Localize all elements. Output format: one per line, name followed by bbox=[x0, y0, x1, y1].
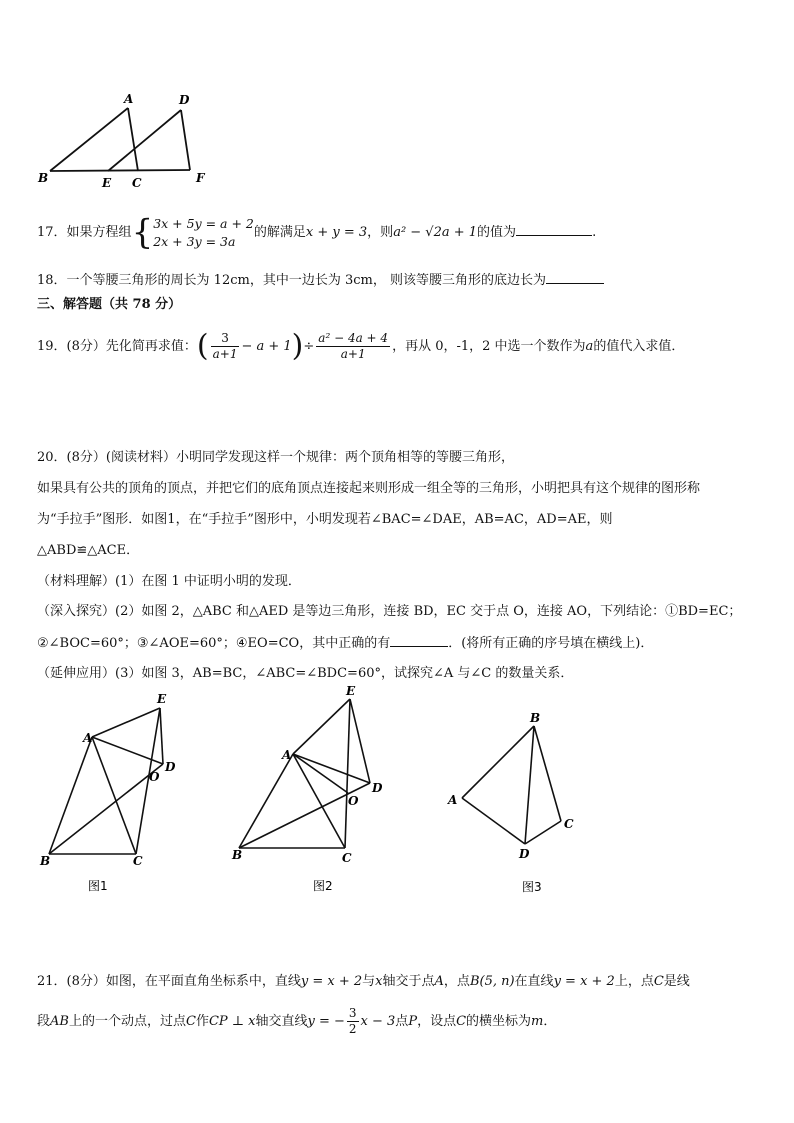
fig2-label-A: A bbox=[282, 748, 292, 762]
q21-line-2 bbox=[37, 1003, 556, 1041]
q17-eq2: 2x + 3y = 3a bbox=[153, 233, 236, 249]
q20-line-2: 如果具有公共的顶角的顶点，并把它们的底角顶点连接起来则形成一组全等的三角形，小明把具有这个规律的图形称 bbox=[37, 481, 701, 496]
top-triangles-figure bbox=[30, 88, 220, 193]
fig3-label-D: D bbox=[519, 847, 530, 861]
q17-text1: 如果方程组 bbox=[66, 225, 132, 240]
q17-answer-blank[interactable] bbox=[516, 223, 592, 236]
q21-l1c: 轴交于点 bbox=[382, 974, 435, 989]
q21-l2-C: C bbox=[185, 1014, 196, 1029]
question-17 bbox=[37, 214, 596, 252]
q20-line-4: △ABD≌△ACE． bbox=[37, 543, 140, 558]
q19-f2-den: a+1 bbox=[340, 347, 366, 361]
q17-tail: . bbox=[592, 225, 597, 240]
q19-div: ÷ bbox=[303, 339, 315, 354]
figure-2 bbox=[226, 685, 396, 900]
q21-line-1 bbox=[37, 973, 690, 991]
q21-l2f: ，设点 bbox=[417, 1014, 457, 1029]
q19-mid: − a + 1 bbox=[241, 339, 292, 354]
q19-prefix: 19．(8分）先化简再求值： bbox=[37, 339, 197, 354]
section-3-title: 三、解答题（共 78 分） bbox=[37, 297, 182, 312]
q21-l1-A: A bbox=[434, 974, 444, 989]
q19-f2-num: a² − 4a + 4 bbox=[318, 331, 389, 345]
fig2-label-B: B bbox=[232, 848, 243, 862]
q19-right-paren: ) bbox=[291, 328, 304, 364]
q17-equation-system bbox=[153, 215, 254, 251]
q17-eq1: 3x + 5y = a + 2 bbox=[153, 215, 254, 231]
q21-l2a: 段 bbox=[37, 1014, 51, 1029]
label-F: F bbox=[196, 171, 205, 185]
q18-text: 18．一个等腰三角形的周长为 12cm，其中一边长为 3cm， 则该等腰三角形的底边长为 bbox=[37, 273, 546, 288]
q21-l2-eq-pre: y = − bbox=[307, 1014, 345, 1029]
label-A: A bbox=[124, 92, 134, 106]
q20-line-7a: ②∠BOC=60°；③∠AOE=60°；④EO=CO，其中正确的有 bbox=[37, 636, 391, 651]
segment-ED bbox=[108, 110, 181, 171]
q19-fraction-2 bbox=[316, 331, 390, 362]
q17-condition: x + y = 3 bbox=[305, 225, 368, 240]
q21-l2h: ． bbox=[543, 1014, 557, 1029]
q18-answer-blank[interactable] bbox=[546, 271, 604, 284]
q21-l2-AB: AB bbox=[50, 1014, 69, 1029]
fig2-label-D: D bbox=[372, 781, 383, 795]
q21-l1b: 与 bbox=[362, 974, 376, 989]
q19-fraction-1 bbox=[211, 331, 240, 362]
fig1-label-B: B bbox=[40, 854, 51, 868]
q21-l2-C2: C bbox=[456, 1014, 467, 1029]
q21-l1f: 上，点 bbox=[614, 974, 654, 989]
label-D: D bbox=[179, 93, 190, 107]
fig1-label-E: E bbox=[157, 692, 167, 706]
q20-line-7 bbox=[37, 634, 653, 653]
q19-f1-den: a+1 bbox=[212, 347, 238, 361]
q19-f1-num: 3 bbox=[211, 331, 240, 347]
q21-frac-num: 3 bbox=[348, 1006, 357, 1020]
figure-3 bbox=[440, 705, 590, 900]
fig2-label-C: C bbox=[342, 851, 352, 865]
q20-line-7b: ．(将所有正确的序号填在横线上)． bbox=[448, 636, 654, 651]
q21-l2c: 作 bbox=[195, 1014, 209, 1029]
segment-BF bbox=[50, 170, 190, 171]
q21-l1a: 21．(8分）如图，在平面直角坐标系中，直线 bbox=[37, 974, 301, 989]
q21-fraction bbox=[347, 1006, 359, 1037]
fig2-label-E: E bbox=[346, 685, 356, 698]
fig3-caption: 图3 bbox=[522, 880, 542, 894]
fig3-label-C: C bbox=[564, 817, 574, 831]
label-C: C bbox=[132, 176, 142, 190]
q21-l1-B: B(5, n) bbox=[469, 974, 515, 989]
fig2-label-O: O bbox=[348, 794, 359, 808]
q21-l1e: 在直线 bbox=[514, 974, 554, 989]
q20-line-3: 为“手拉手”图形．如图1，在“手拉手”图形中，小明发现若∠BAC=∠DAE，AB=AC，AD=AE，则 bbox=[37, 512, 613, 527]
question-19 bbox=[37, 327, 684, 367]
q17-expression: a² − √2a + 1 bbox=[393, 225, 478, 240]
label-B: B bbox=[38, 171, 49, 185]
q20-line-6: （深入探究）(2）如图 2，△ABC 和△AED 是等边三角形，连接 BD，EC 交于点 O，连接 AO，下列结论：①BD=EC； bbox=[37, 604, 742, 619]
fig2-caption: 图2 bbox=[313, 879, 333, 893]
q21-l2g: 的横坐标为 bbox=[466, 1014, 532, 1029]
question-18 bbox=[37, 271, 604, 290]
q19-suffix2: 的值代入求值． bbox=[593, 339, 685, 354]
fig1-label-O: O bbox=[149, 770, 160, 784]
q21-l1-C: C bbox=[653, 974, 664, 989]
q20-line-1: 20．(8分）(阅读材料）小明同学发现这样一个规律：两个顶角相等的等腰三角形， bbox=[37, 450, 514, 465]
segment-AC bbox=[128, 108, 138, 171]
q21-l2-perp: CP ⊥ x bbox=[208, 1014, 256, 1029]
q21-l1-eq2: y = x + 2 bbox=[553, 974, 615, 989]
fig1-label-C: C bbox=[133, 854, 143, 868]
q21-l2e: 点 bbox=[395, 1014, 409, 1029]
fig3-label-A: A bbox=[448, 793, 458, 807]
q21-l1g: 是线 bbox=[663, 974, 690, 989]
segment-BA bbox=[50, 108, 128, 171]
q17-number: 17． bbox=[37, 225, 67, 240]
segment-DF bbox=[181, 110, 190, 170]
q20-line-5: （材料理解）(1）在图 1 中证明小明的发现． bbox=[37, 574, 301, 589]
q19-var: a bbox=[585, 339, 594, 354]
q19-suffix: ，再从 0，-1，2 中选一个数作为 bbox=[392, 339, 586, 354]
q17-text4: 的值为 bbox=[477, 225, 517, 240]
q21-l1-eq: y = x + 2 bbox=[300, 974, 363, 989]
q20-line-8: （延伸应用）(3）如图 3，AB=BC，∠ABC=∠BDC=60°，试探究∠A 与∠C 的数量关系． bbox=[37, 666, 574, 681]
q17-text2: 的解满足 bbox=[253, 225, 306, 240]
figure-1 bbox=[30, 690, 190, 900]
q19-left-paren: ( bbox=[196, 328, 209, 364]
q17-text3: ，则 bbox=[367, 225, 394, 240]
q21-l2-m: m bbox=[531, 1014, 544, 1029]
q21-l2-eq-post: x − 3 bbox=[360, 1014, 396, 1029]
fig1-label-A: A bbox=[83, 731, 93, 745]
q20-answer-blank[interactable] bbox=[390, 634, 448, 647]
q21-l2-P: P bbox=[408, 1014, 418, 1029]
q17-brace: { bbox=[131, 212, 154, 253]
q21-l1-x: x bbox=[375, 974, 383, 989]
fig1-caption: 图1 bbox=[88, 879, 108, 893]
q21-l2d: 轴交直线 bbox=[255, 1014, 308, 1029]
q21-frac-den: 2 bbox=[348, 1022, 357, 1036]
label-E: E bbox=[102, 176, 112, 190]
q21-l1d: ，点 bbox=[443, 974, 470, 989]
q21-l2b: 上的一个动点，过点 bbox=[68, 1014, 186, 1029]
fig1-label-D: D bbox=[165, 760, 176, 774]
fig3-label-B: B bbox=[530, 711, 541, 725]
